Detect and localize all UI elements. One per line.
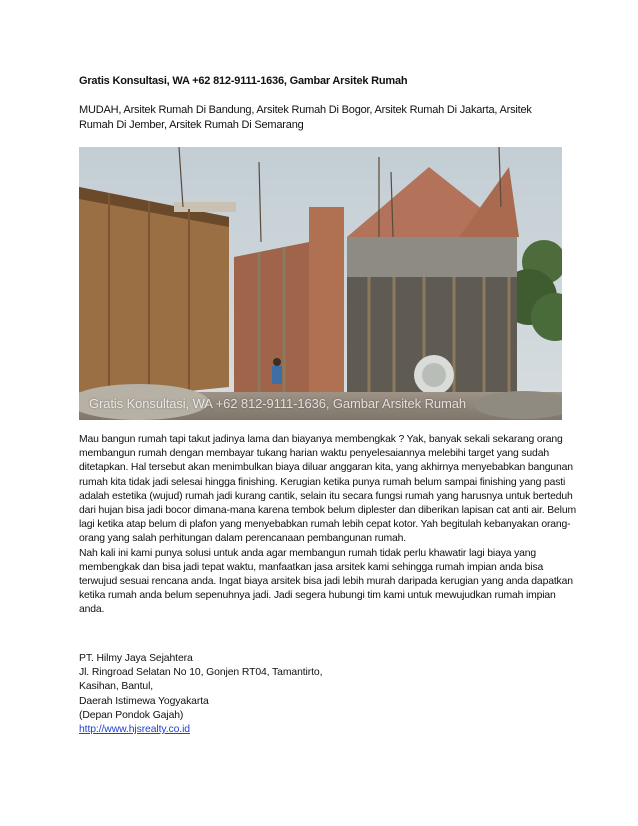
address-landmark: (Depan Pondok Gajah) (79, 709, 184, 721)
photo-watermark: Gratis Konsultasi, WA +62 812-9111-1636, Gambar Arsitek Rumah (89, 396, 466, 411)
address-district: Kasihan, Bantul, (79, 681, 154, 693)
document-title: Gratis Konsultasi, WA +62 812-9111-1636, Gambar Arsitek Rumah (79, 75, 408, 87)
company-name: PT. Hilmy Jaya Sejahtera (79, 653, 193, 664)
address-province: Daerah Istimewa Yogyakarta (79, 695, 209, 707)
construction-photo-illustration (79, 147, 562, 420)
address-street: Jl. Ringroad Selatan No 10, Gonjen RT04, Tamantirto, (79, 667, 323, 679)
website-link[interactable]: http://www.hjsrealty.co.id (79, 724, 190, 736)
construction-photo (79, 147, 562, 420)
paragraph: Mau bangun rumah tapi takut jadinya lama dan biayanya membengkak ? Yak, banyak sekali sekarang orang membangun rumah dengan membayar tukang harian waktu penyelesaiannya melebihi target yang sudah ditetapkan. Hal tersebut akan menimbulkan biaya diluar anggaran kita, yang akhirnya menyebabkan bangunan rumah kita tidak jadi selesai hingga finishing. Kerugian ketika punya rumah belum sampai finishing yang pasti adalah estetika (wujud) rumah jadi kurang cantik, selain itu secara fungsi rumah yang harusnya untuk berteduh dari hujan bisa jadi bocor dimana-mana karena tembok belum diplester dan diberikan lapisan cat anti air. Belum lagi ketika atap belum di plafon yang menyebabkan rumah lebih cepat kotor. Yah begitulah kebanyakan orang-orang yang salah perhitungan dalam perencanaan pembangunan rumah. (79, 434, 576, 545)
body-text (79, 433, 579, 618)
paragraph: Nah kali ini kami punya solusi untuk anda agar membangun rumah tidak perlu khawatir lagi biaya yang membengkak dan bisa jadi tepat waktu, manfaatkan jasa arsitek kami sehingga rumah impian anda bisa terwujud sesuai rencana anda. Ingat biaya arsitek bisa jadi lebih murah daripada kerugian yang anda dapatkan ketika rumah anda belum sepenuhnya jadi. Jadi segera hubungi tim kami untuk mewujudkan rumah impian anda. (79, 547, 573, 616)
company-address (79, 652, 479, 737)
document-subtitle: MUDAH, Arsitek Rumah Di Bandung, Arsitek Rumah Di Bogor, Arsitek Rumah Di Jakarta, Arsitek Rumah Di Jember, Arsitek Rumah Di Semarang (79, 104, 532, 131)
